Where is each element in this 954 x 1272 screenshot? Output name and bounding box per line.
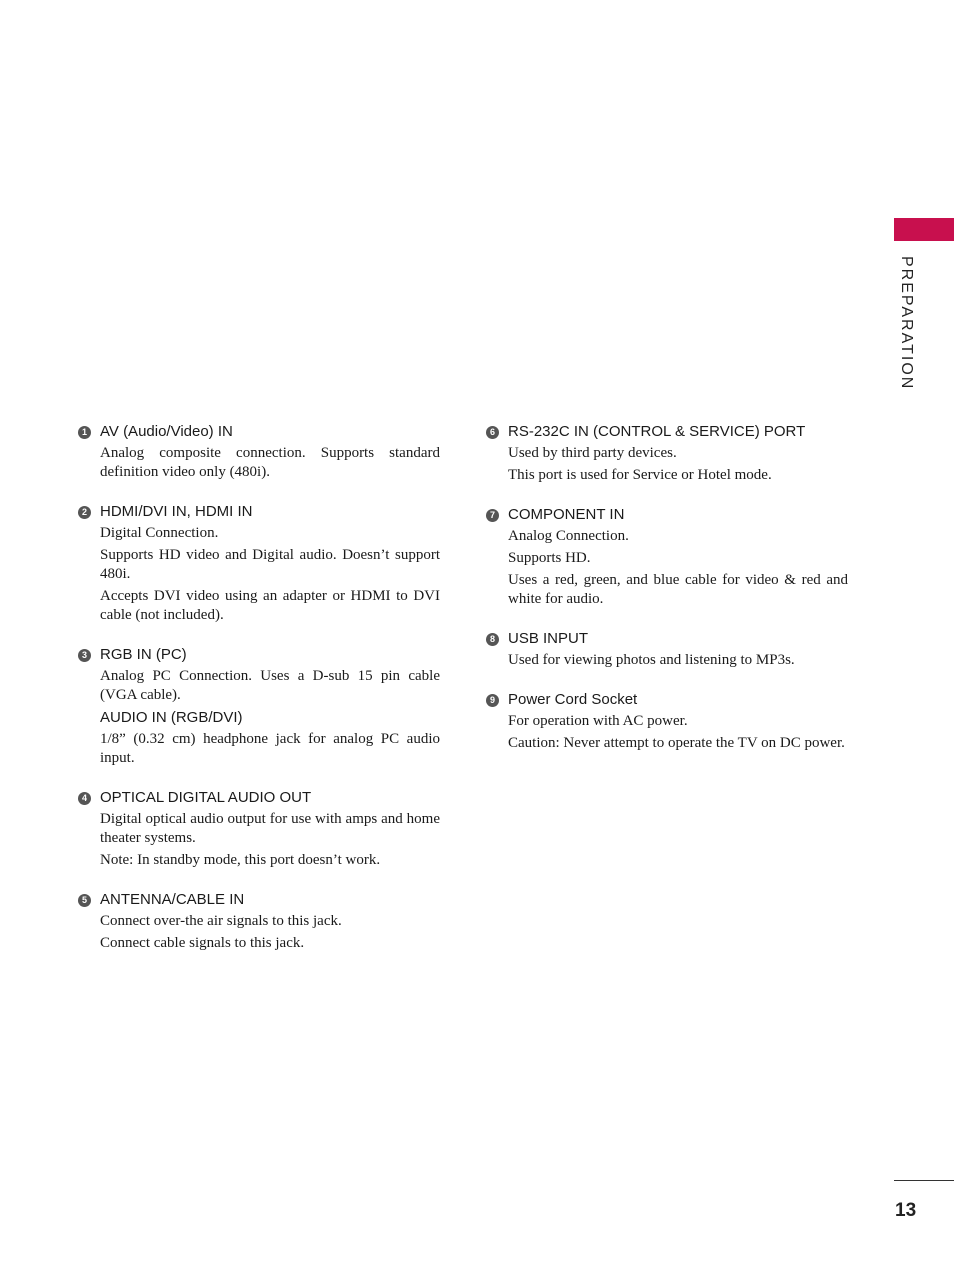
number-badge: 5 [78, 894, 91, 907]
number-badge: 9 [486, 694, 499, 707]
item-description: Accepts DVI video using an adapter or HDMI to DVI cable (not included). [100, 588, 440, 623]
item-title: AV (Audio/Video) IN [100, 423, 233, 440]
footer-rule [894, 1180, 954, 1181]
number-badge: 3 [78, 649, 91, 662]
item-subtitle: AUDIO IN (RGB/DVI) [100, 709, 243, 726]
item-description: Uses a red, green, and blue cable for video & red and white for audio. [508, 572, 848, 607]
connector-item-rs232c [486, 422, 848, 485]
item-description: Used by third party devices. [508, 445, 677, 461]
number-badge: 6 [486, 426, 499, 439]
item-title: ANTENNA/CABLE IN [100, 891, 245, 908]
item-description: Caution: Never attempt to operate the TV on DC power. [508, 735, 845, 751]
item-title: USB INPUT [508, 630, 589, 647]
item-title: HDMI/DVI IN, HDMI IN [100, 503, 253, 520]
item-title: RS-232C IN (CONTROL & SERVICE) PORT [508, 423, 806, 440]
left-column [78, 422, 440, 973]
item-description: Supports HD. [508, 550, 591, 566]
number-badge: 8 [486, 633, 499, 646]
item-description: Digital optical audio output for use with amps and home theater systems. [100, 811, 440, 846]
item-description: 1/8” (0.32 cm) headphone jack for analog PC audio input. [100, 731, 440, 766]
item-description: Analog Connection. [508, 528, 629, 544]
item-title: OPTICAL DIGITAL AUDIO OUT [100, 789, 312, 806]
connector-item-av-in [78, 422, 440, 482]
item-description: Analog composite connection. Supports standard definition video only (480i). [100, 445, 440, 480]
item-title: RGB IN (PC) [100, 646, 187, 663]
number-badge: 2 [78, 506, 91, 519]
item-title: Power Cord Socket [508, 691, 638, 708]
connector-item-power-cord [486, 690, 848, 753]
number-badge: 7 [486, 509, 499, 522]
number-badge: 4 [78, 792, 91, 805]
item-description: Supports HD video and Digital audio. Doesn’t support 480i. [100, 547, 440, 582]
connector-item-optical-out [78, 788, 440, 870]
section-label: PREPARATION [898, 256, 915, 391]
connector-item-antenna-in [78, 890, 440, 953]
connector-item-hdmi-in [78, 502, 440, 625]
right-column [486, 422, 848, 773]
connector-item-usb-input [486, 629, 848, 670]
item-description: Connect over-the air signals to this jack. [100, 913, 342, 929]
connector-item-rgb-in [78, 645, 440, 768]
page-number: 13 [895, 1200, 917, 1221]
item-title: COMPONENT IN [508, 506, 625, 523]
item-description: Connect cable signals to this jack. [100, 935, 305, 951]
connector-item-component-in [486, 505, 848, 609]
item-description: Note: In standby mode, this port doesn’t work. [100, 852, 381, 868]
number-badge: 1 [78, 426, 91, 439]
item-description: This port is used for Service or Hotel mode. [508, 467, 772, 483]
item-description: Analog PC Connection. Uses a D-sub 15 pin cable (VGA cable). [100, 668, 440, 703]
item-description: Used for viewing photos and listening to MP3s. [508, 652, 795, 668]
section-tab [894, 218, 954, 241]
item-description: Digital Connection. [100, 525, 219, 541]
item-description: For operation with AC power. [508, 713, 688, 729]
